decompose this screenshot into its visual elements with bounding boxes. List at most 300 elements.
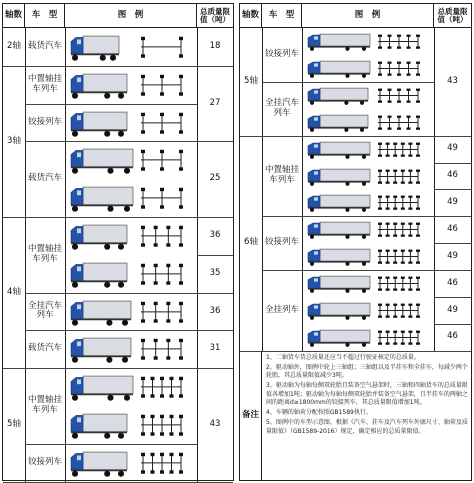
tire-mark (408, 277, 412, 279)
tire-mark (378, 46, 382, 48)
tire-mark (141, 168, 145, 171)
vehicle-diagram (69, 257, 189, 291)
tire-mark (154, 264, 158, 267)
tire-mark (170, 377, 174, 380)
cargo-box (320, 276, 370, 288)
tire-mark (408, 304, 412, 306)
type-divider (262, 351, 434, 352)
vehicle-type-label: 中置轴挂车列车 (27, 244, 62, 264)
vehicle-diagram (306, 326, 426, 349)
cab-window (314, 171, 318, 174)
axle-group-label: 5轴 (244, 75, 258, 86)
mass-limit-value: 46 (447, 223, 458, 234)
tire-mark (378, 223, 382, 225)
tire-mark (166, 339, 170, 342)
wheel-icon (310, 262, 314, 266)
vehicle-type-label: 中置轴挂车列车 (27, 73, 62, 94)
tire-mark (408, 208, 412, 210)
tire-mark (401, 196, 405, 198)
tire-mark (386, 277, 390, 279)
cargo-box (320, 330, 370, 342)
tire-mark (378, 61, 382, 63)
wheel-icon (362, 74, 366, 78)
tire-mark (416, 154, 420, 156)
tire-mark (386, 342, 390, 344)
chassis (71, 356, 131, 358)
tire-mark (401, 342, 405, 344)
tire-mark (141, 301, 145, 304)
tire-mark (378, 304, 382, 306)
tire-mark (378, 330, 382, 332)
tire-mark (141, 432, 145, 435)
cab-window (77, 455, 81, 460)
wheel-icon (345, 47, 349, 51)
tire-mark (401, 250, 405, 252)
tire-mark (151, 377, 155, 380)
tire-mark (397, 115, 401, 117)
tire-mark (166, 226, 170, 229)
tire-mark (408, 315, 412, 317)
cargo-box (83, 263, 127, 281)
chassis (308, 181, 370, 183)
cargo-box (320, 196, 370, 208)
mass-limit-value: 35 (209, 267, 221, 278)
tire-mark (160, 206, 164, 209)
tire-mark (179, 432, 183, 435)
tire-mark (401, 223, 405, 225)
tire-mark (386, 142, 390, 144)
wheel-icon (360, 127, 364, 131)
cargo-box (83, 112, 127, 130)
tire-mark (378, 88, 382, 90)
vehicle-type-label: 铰接列车 (264, 237, 299, 248)
tire-mark (393, 315, 397, 317)
tire-mark (386, 181, 390, 183)
chassis (308, 261, 370, 263)
wheel-icon (310, 74, 314, 78)
tire-mark (151, 415, 155, 418)
tire-mark (151, 395, 155, 398)
tire-mark (408, 235, 412, 237)
tire-mark (378, 208, 382, 210)
cargo-box (320, 222, 370, 234)
tire-mark (151, 453, 155, 456)
wheel-icon (72, 395, 78, 401)
tire-mark (407, 100, 411, 102)
tire-mark (388, 127, 392, 129)
tire-mark (179, 243, 183, 246)
wheel-icon (107, 168, 113, 174)
vehicle-type-label: 载货汽车 (27, 173, 62, 184)
note-item: 1、二轴货车货总质量还应当不超过行驶证核定的总质量。 (266, 354, 420, 361)
cab-window (314, 305, 318, 308)
tire-mark (141, 281, 145, 284)
vehicle-type-label: 中置轴挂车列车 (27, 395, 62, 415)
tire-mark (393, 181, 397, 183)
tire-mark (179, 453, 183, 456)
tire-mark (160, 130, 164, 133)
tire-mark (141, 319, 145, 322)
tire-mark (397, 73, 401, 75)
wheel-icon (118, 92, 124, 98)
tire-mark (179, 339, 183, 342)
cargo-box (83, 376, 133, 394)
note-item: 4、车辆的轴荷分配按照GB1589执行。 (266, 409, 372, 417)
wheel-icon (104, 244, 110, 250)
tire-mark (166, 301, 170, 304)
tire-mark (160, 432, 164, 435)
tire-mark (393, 289, 397, 291)
tire-mark (388, 115, 392, 117)
vehicle-type-label: 载货汽车 (27, 343, 62, 354)
vehicle-diagram (69, 106, 189, 140)
tire-mark (154, 281, 158, 284)
mass-limit-value: 46 (447, 331, 458, 342)
chassis (308, 100, 368, 102)
cargo-box (320, 61, 370, 73)
cab-window (77, 417, 81, 422)
tire-mark (397, 88, 401, 90)
tire-mark (378, 127, 382, 129)
wheel-icon (124, 206, 130, 212)
wheel-icon (362, 343, 366, 347)
tire-mark (397, 100, 401, 102)
tire-mark (416, 342, 420, 344)
mass-limit-value: 36 (209, 305, 221, 316)
tire-mark (407, 88, 411, 90)
tire-mark (154, 319, 158, 322)
tire-mark (408, 169, 412, 171)
limit-divider (197, 482, 233, 483)
tire-mark (401, 169, 405, 171)
tire-mark (416, 127, 420, 129)
wheel-icon (118, 281, 124, 287)
wheel-icon (310, 101, 314, 105)
tire-mark (179, 130, 183, 133)
tire-mark (401, 154, 405, 156)
cab-window (314, 279, 318, 282)
wheel-icon (362, 154, 366, 158)
vehicle-diagram (69, 446, 189, 480)
tire-mark (401, 208, 405, 210)
tire-mark (378, 181, 382, 183)
cab-window (77, 380, 81, 385)
vehicle-type-label: 铰接列车 (27, 456, 62, 467)
chassis (71, 394, 133, 396)
chassis (71, 205, 133, 207)
tire-mark (378, 154, 382, 156)
tire-mark (141, 339, 145, 342)
cargo-box (320, 88, 368, 100)
tire-mark (151, 432, 155, 435)
chassis (71, 129, 127, 131)
tire-mark (378, 35, 382, 37)
wheel-icon (118, 470, 124, 476)
tire-mark (393, 250, 397, 252)
cab-window (77, 39, 81, 44)
wheel-icon (345, 154, 349, 158)
tire-mark (386, 154, 390, 156)
vehicle-diagram (69, 143, 189, 177)
cab-window (77, 115, 81, 120)
tire-mark (408, 223, 412, 225)
wheel-icon (345, 74, 349, 78)
tire-mark (407, 35, 411, 37)
wheel-icon (345, 316, 349, 320)
tire-mark (378, 250, 382, 252)
right-table (239, 3, 472, 481)
mass-limit-value: 43 (447, 75, 458, 86)
tire-mark (416, 115, 420, 117)
tire-mark (170, 453, 174, 456)
wheel-icon (122, 357, 128, 363)
tire-mark (141, 92, 145, 95)
tire-mark (141, 357, 145, 360)
vehicle-diagram (306, 165, 426, 188)
tire-mark (179, 188, 183, 191)
tire-mark (141, 37, 145, 40)
tire-mark (397, 61, 401, 63)
tire-mark (160, 150, 164, 153)
tire-mark (386, 304, 390, 306)
wheel-icon (72, 55, 78, 61)
tire-mark (388, 61, 392, 63)
tire-mark (378, 315, 382, 317)
wheel-icon (118, 433, 124, 439)
tire-mark (378, 73, 382, 75)
wheel-icon (122, 319, 128, 325)
chassis (308, 127, 368, 129)
cab-window (314, 225, 318, 228)
wheel-icon (72, 470, 78, 476)
wheel-icon (72, 357, 78, 363)
wheel-icon (104, 433, 110, 439)
wheel-icon (310, 289, 314, 293)
tire-mark (179, 206, 183, 209)
tire-mark (170, 470, 174, 473)
cab-window (77, 77, 81, 82)
tire-mark (179, 75, 183, 78)
wheel-icon (104, 130, 110, 136)
tire-mark (160, 92, 164, 95)
header-limit: 总质量限值（吨） (200, 6, 230, 24)
tire-mark (160, 453, 164, 456)
tire-mark (408, 196, 412, 198)
tire-mark (141, 54, 145, 57)
tire-mark (386, 235, 390, 237)
tire-mark (416, 196, 420, 198)
tire-mark (378, 115, 382, 117)
tire-mark (388, 100, 392, 102)
mass-limit-value: 36 (209, 230, 221, 241)
wheel-icon (118, 130, 124, 136)
tire-mark (160, 75, 164, 78)
tire-mark (401, 315, 405, 317)
right-table-header (240, 4, 471, 28)
tire-mark (160, 112, 164, 115)
chassis (308, 288, 370, 290)
left-table-header (3, 4, 233, 28)
wheel-icon (362, 262, 366, 266)
wheel-icon (310, 316, 314, 320)
wheel-icon (104, 281, 110, 287)
cargo-box (83, 301, 131, 319)
tire-mark (141, 377, 145, 380)
wheel-icon (310, 235, 314, 239)
tire-mark (378, 142, 382, 144)
wheel-icon (72, 281, 78, 287)
note-item: 2、驱动轴外，图例中轮上三轴组；三轴组以及半挂车和全挂车，每减少两个轮胎，其总质量限值减少3吨。 (266, 363, 468, 380)
cab-window (314, 90, 318, 93)
cargo-box (83, 414, 127, 432)
tire-mark (378, 169, 382, 171)
tire-mark (179, 168, 183, 171)
mass-limit-value: 31 (209, 343, 221, 354)
cargo-box (83, 225, 127, 243)
tire-mark (179, 415, 183, 418)
chassis (308, 73, 370, 75)
cab-window (77, 153, 81, 158)
vehicle-diagram (69, 408, 189, 442)
cab-window (77, 191, 81, 196)
tire-mark (141, 395, 145, 398)
tire-mark (179, 112, 183, 115)
tire-mark (393, 330, 397, 332)
tire-mark (154, 301, 158, 304)
tire-mark (166, 357, 170, 360)
header-limit: 总质量限值（吨） (437, 6, 468, 24)
cab-window (314, 117, 318, 120)
tire-mark (160, 168, 164, 171)
tire-mark (393, 304, 397, 306)
tire-mark (141, 470, 145, 473)
cargo-box (83, 338, 131, 356)
tire-mark (160, 377, 164, 380)
cab-window (77, 228, 81, 233)
tire-mark (170, 395, 174, 398)
tire-mark (179, 264, 183, 267)
tire-mark (408, 142, 412, 144)
header-type: 车 型 (262, 4, 302, 27)
cab-window (314, 63, 318, 66)
vehicle-type-label: 载货汽车 (27, 41, 62, 52)
mass-limit-value: 49 (447, 196, 458, 207)
tire-mark (154, 226, 158, 229)
wheel-icon (72, 244, 78, 250)
tire-mark (416, 304, 420, 306)
wheel-icon (344, 101, 348, 105)
wheel-icon (345, 208, 349, 212)
tire-mark (408, 289, 412, 291)
wheel-icon (362, 316, 366, 320)
tire-mark (170, 415, 174, 418)
tire-mark (393, 208, 397, 210)
tire-mark (160, 188, 164, 191)
tire-mark (407, 73, 411, 75)
vehicle-diagram (69, 68, 189, 102)
cargo-box (83, 36, 119, 54)
vehicle-diagram (69, 30, 189, 64)
tire-mark (386, 262, 390, 264)
wheel-icon (72, 319, 78, 325)
tire-mark (416, 61, 420, 63)
mass-limit-value: 18 (209, 41, 221, 52)
tire-mark (179, 301, 183, 304)
tire-mark (179, 395, 183, 398)
tire-mark (179, 226, 183, 229)
vehicle-diagram (306, 218, 426, 241)
note-item: 3、驱动轴为每轴每侧双轮胎且装备空气悬架时，三轴和四轴货车的总质量限值各增加1吨；驱动轴为每轴每侧双轮胎并装备空气悬架，且半挂车的两轴之间的距离d≥1800mm的铰接列车，其总质量限值增加1吨。 (266, 382, 468, 407)
wheel-icon (72, 206, 78, 212)
chassis (71, 318, 131, 320)
tire-mark (416, 181, 420, 183)
chassis (308, 342, 370, 344)
mass-limit-value: 27 (209, 97, 221, 108)
tire-mark (179, 37, 183, 40)
tire-mark (179, 150, 183, 153)
tire-mark (141, 150, 145, 153)
tire-mark (401, 142, 405, 144)
cargo-box (320, 169, 370, 181)
wheel-icon (362, 208, 366, 212)
header-diagram: 图 例 (65, 4, 197, 27)
tire-mark (166, 264, 170, 267)
vehicle-diagram (306, 272, 426, 295)
tire-mark (388, 46, 392, 48)
tire-mark (408, 330, 412, 332)
cab-window (77, 342, 81, 347)
tire-mark (401, 262, 405, 264)
wheel-icon (310, 181, 314, 185)
tire-mark (408, 250, 412, 252)
cab-window (314, 252, 318, 255)
wheel-icon (106, 319, 112, 325)
tire-mark (386, 315, 390, 317)
header-axles: 轴数 (240, 4, 262, 27)
mass-limit-value: 49 (447, 143, 458, 154)
vehicle-diagram (306, 245, 426, 268)
tire-mark (393, 235, 397, 237)
wheel-icon (72, 92, 78, 98)
wheel-icon (360, 101, 364, 105)
wheel-icon (72, 130, 78, 136)
wheel-icon (104, 92, 110, 98)
wheel-icon (100, 55, 106, 61)
tire-mark (378, 277, 382, 279)
tire-mark (388, 88, 392, 90)
tire-mark (393, 154, 397, 156)
tire-mark (401, 289, 405, 291)
tire-mark (141, 130, 145, 133)
cargo-box (320, 303, 370, 315)
axle-group-label: 6轴 (244, 237, 258, 248)
tire-mark (160, 470, 164, 473)
axle-group-label: 3轴 (7, 135, 21, 146)
cargo-box (83, 452, 127, 470)
tire-mark (378, 235, 382, 237)
wheel-icon (124, 168, 130, 174)
mass-limit-value: 49 (447, 250, 458, 261)
tire-mark (386, 208, 390, 210)
tire-mark (397, 35, 401, 37)
tire-mark (179, 54, 183, 57)
vehicle-diagram (306, 57, 426, 80)
v-type-divider (302, 28, 303, 351)
tire-mark (416, 223, 420, 225)
vehicle-diagram (306, 191, 426, 214)
mass-limit-value: 49 (447, 304, 458, 315)
tire-mark (407, 46, 411, 48)
